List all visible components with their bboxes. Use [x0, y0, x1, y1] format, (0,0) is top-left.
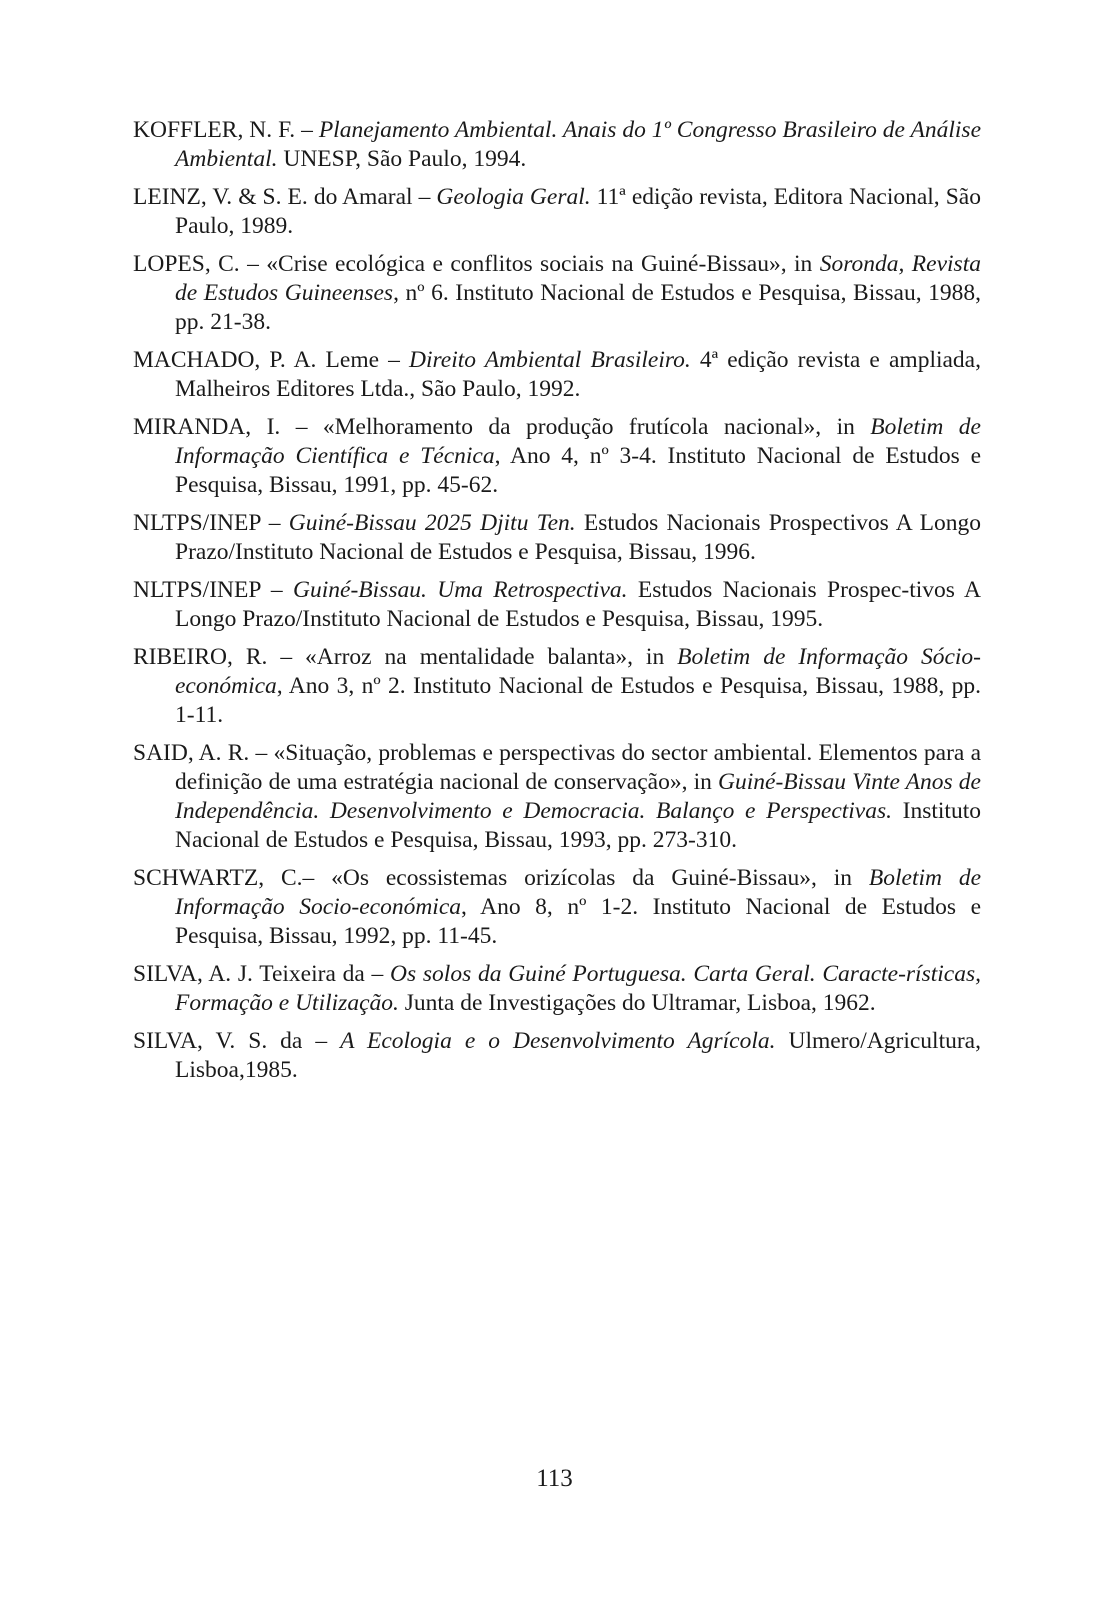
- bibliography-list: [133, 116, 981, 1094]
- reference-entry: [133, 250, 981, 337]
- reference-title: Boletim de Informação Socio-económica: [175, 865, 982, 920]
- reference-text: , Ano 8, nº 1-2. Instituto Nacional de Estudos e Pesquisa, Bissau, 1992, pp. 11-45.: [175, 894, 982, 949]
- reference-text: LOPES, C. – «Crise ecológica e conflitos sociais na Guiné-Bissau», in: [133, 251, 820, 277]
- reference-text: , Ano 4, nº 3-4. Instituto Nacional de Estudos e Pesquisa, Bissau, 1991, pp. 45-62.: [175, 443, 981, 498]
- reference-text: , nº 6. Instituto Nacional de Estudos e Pesquisa, Bissau, 1988, pp. 21-38.: [175, 280, 982, 335]
- reference-title: Guiné-Bissau. Uma Retrospectiva.: [293, 577, 628, 603]
- reference-text: Estudos Nacionais Prospec-tivos A Longo Prazo/Instituto Nacional de Estudos e Pesquisa, Bissau, 1995.: [175, 577, 981, 632]
- reference-entry: [133, 413, 981, 500]
- reference-entry: [133, 576, 981, 634]
- reference-text: UNESP, São Paulo, 1994.: [277, 146, 527, 172]
- reference-entry: [133, 739, 981, 855]
- reference-text: MIRANDA, I. – «Melhoramento da produção frutícola nacional», in: [133, 414, 871, 440]
- page-number: 113: [536, 1465, 573, 1492]
- reference-text: , Ano 3, nº 2. Instituto Nacional de Estudos e Pesquisa, Bissau, 1988, pp. 1-11.: [175, 673, 981, 728]
- reference-text: 11ª edição revista, Editora Nacional, São Paulo, 1989.: [175, 184, 981, 239]
- reference-text: Estudos Nacionais Prospectivos A Longo Prazo/Instituto Nacional de Estudos e Pesquisa, Bissau, 1996.: [175, 510, 981, 565]
- reference-text: Junta de Investigações do Ultramar, Lisboa, 1962.: [398, 990, 876, 1016]
- reference-title: Geologia Geral.: [436, 184, 591, 210]
- reference-entry: [133, 960, 981, 1018]
- reference-entry: [133, 1027, 981, 1085]
- reference-text: SAID, A. R. – «Situação, problemas e perspectivas do sector ambiental. Elementos para a definição de uma estratégia nacional de conservação», in: [133, 740, 981, 795]
- reference-title: A Ecologia e o Desenvolvimento Agrícola.: [340, 1028, 776, 1054]
- reference-entry: [133, 116, 981, 174]
- reference-text: KOFFLER, N. F. –: [133, 117, 319, 143]
- reference-text: NLTPS/INEP –: [133, 510, 289, 536]
- reference-text: LEINZ, V. & S. E. do Amaral –: [133, 184, 437, 210]
- reference-title: Soronda, Revista de Estudos Guineenses: [175, 251, 981, 306]
- reference-text: SILVA, A. J. Teixeira da –: [133, 961, 391, 987]
- reference-title: Direito Ambiental Brasileiro.: [409, 347, 691, 373]
- reference-text: SCHWARTZ, C.– «Os ecossistemas orizícolas da Guiné-Bissau», in: [133, 865, 869, 891]
- reference-title: Guiné-Bissau Vinte Anos de Independência. Desenvolvimento e Democracia. Balanço e Perspectivas.: [175, 769, 981, 824]
- reference-text: NLTPS/INEP –: [133, 577, 294, 603]
- reference-title: Planejamento Ambiental. Anais do 1º Congresso Brasileiro de Análise Ambiental.: [175, 117, 981, 172]
- reference-text: 4ª edição revista e ampliada, Malheiros Editores Ltda., São Paulo, 1992.: [175, 347, 981, 402]
- reference-title: Boletim de Informação Sócio-económica: [175, 644, 982, 699]
- reference-title: Boletim de Informação Científica e Técnica: [175, 414, 981, 469]
- reference-text: Ulmero/Agricultura, Lisboa,1985.: [175, 1028, 981, 1083]
- reference-entry: [133, 346, 981, 404]
- reference-text: Instituto Nacional de Estudos e Pesquisa, Bissau, 1993, pp. 273-310.: [175, 798, 981, 853]
- reference-text: RIBEIRO, R. – «Arroz na mentalidade balanta», in: [133, 644, 678, 670]
- reference-text: SILVA, V. S. da –: [133, 1028, 341, 1054]
- reference-entry: [133, 183, 981, 241]
- reference-entry: [133, 864, 981, 951]
- reference-entry: [133, 509, 981, 567]
- reference-text: MACHADO, P. A. Leme –: [133, 347, 410, 373]
- reference-title: Guiné-Bissau 2025 Djitu Ten.: [288, 510, 576, 536]
- reference-entry: [133, 643, 981, 730]
- reference-title: Os solos da Guiné Portuguesa. Carta Geral. Caracte-rísticas, Formação e Utilização.: [175, 961, 981, 1016]
